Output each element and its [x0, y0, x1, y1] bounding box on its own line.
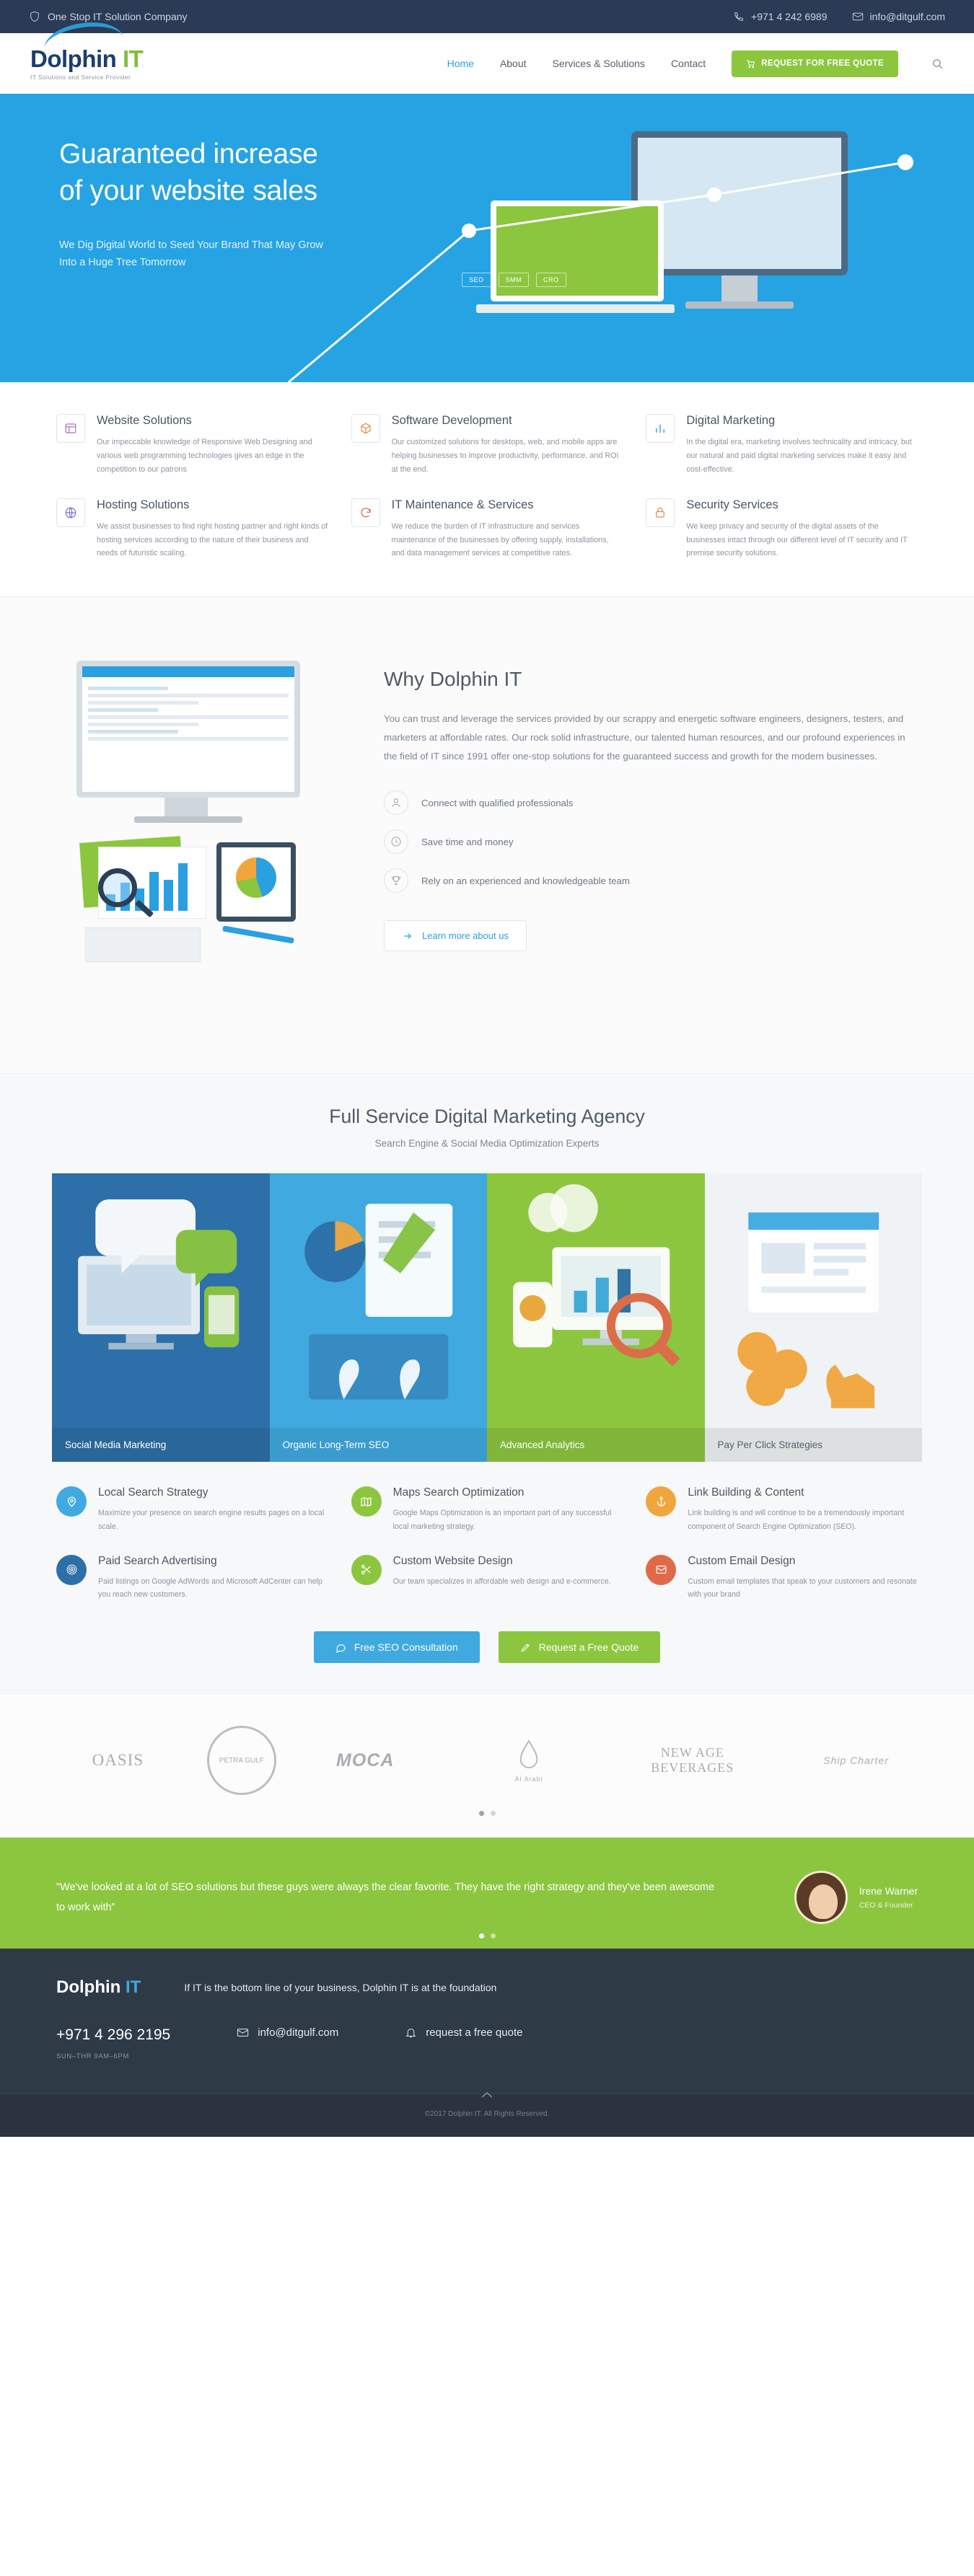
client-logo-label: Ship Charter	[823, 1755, 889, 1767]
feature-title: Custom Email Design	[688, 1554, 796, 1567]
service-text: We assist businesses to find right hosting partner and right kinds of hosting services according to the nature of their business and needs of futuristic scaling.	[97, 521, 328, 558]
feature-item[interactable]	[56, 1555, 328, 1601]
why-point	[384, 790, 918, 815]
service-card-ppc[interactable]	[705, 1173, 923, 1462]
service-card[interactable]	[56, 414, 328, 477]
client-logo-row	[43, 1726, 931, 1795]
service-card[interactable]	[646, 414, 918, 477]
chat-icon	[335, 1642, 346, 1653]
why-title: Why Dolphin IT	[384, 668, 522, 691]
top-bar-tagline	[29, 11, 188, 22]
carousel-dot[interactable]	[491, 1933, 496, 1938]
user-icon	[384, 790, 408, 815]
testimonial-carousel-dots	[0, 1933, 974, 1938]
feature-item[interactable]	[646, 1486, 918, 1532]
footer-quote-text: request a free quote	[426, 2026, 523, 2039]
service-text: In the digital era, marketing involves technicality and intricacy, but our natural and paid digital marketing services make it easy and cost-effective.	[686, 438, 912, 474]
hero-tag-seo: SEO	[462, 273, 491, 287]
service-title: Digital Marketing	[686, 414, 776, 427]
service-card-analytics[interactable]	[487, 1173, 705, 1462]
feature-item[interactable]	[56, 1486, 328, 1532]
clients-carousel-dots	[43, 1811, 931, 1816]
feature-text: Google Maps Optimization is an important part of any successful local marketing strategy.	[392, 1509, 612, 1531]
carousel-dot[interactable]	[491, 1811, 496, 1816]
footer-quote-link[interactable]	[405, 2026, 522, 2039]
client-logo-label: MOCA	[336, 1750, 395, 1770]
feature-text: Custom email templates that speak to your customers and resonate with your brand	[688, 1576, 917, 1599]
organic-seo-illustration	[270, 1173, 487, 1456]
testimonial-author-role: CEO & Founder	[859, 1901, 913, 1910]
hero-banner	[0, 94, 974, 382]
service-card[interactable]	[351, 498, 623, 561]
full-service-subtitle: Search Engine & Social Media Optimization Experts	[374, 1138, 600, 1150]
footer-bottom	[0, 2094, 974, 2137]
service-text: Our customized solutions for desktops, web, and mobile apps are helping businesses to improve productivity, performance, and ROI at the end.	[391, 438, 619, 474]
lock-icon	[646, 498, 675, 527]
why-point	[384, 829, 918, 854]
free-seo-consultation-button[interactable]	[314, 1631, 480, 1663]
service-card[interactable]	[56, 498, 328, 561]
why-paragraph: You can trust and leverage the services provided by our scrappy and energetic software engineers, designers, testers, and marketers at affordable rates. Our rock solid infrastructure, our talented human resources, and our profound experiences in the field of IT since 1991 offer one-stop solutions for the guaranteed success and growth for the modern businesses.	[384, 713, 905, 762]
feature-text: Maximize your presence on search engine results pages on a local scale.	[98, 1509, 325, 1531]
site-footer	[0, 1949, 974, 2137]
refresh-icon	[351, 498, 380, 527]
mail-icon	[852, 11, 864, 22]
tablet-icon	[216, 842, 296, 922]
top-bar-phone-text: +971 4 242 6989	[751, 11, 828, 22]
nav-item-contact[interactable]: Contact	[670, 58, 706, 69]
full-service-cards	[52, 1173, 922, 1462]
logo-accent-text: IT	[122, 45, 144, 72]
service-title: Software Development	[391, 414, 512, 427]
client-logo-label: Al Arabi	[514, 1776, 543, 1783]
top-bar-email-text: info@ditgulf.com	[869, 11, 945, 22]
full-service-section	[0, 1074, 974, 1693]
service-card-organic-seo[interactable]	[270, 1173, 488, 1462]
service-card-label: Social Media Marketing	[52, 1428, 270, 1462]
footer-logo-accent: IT	[125, 1977, 141, 1998]
pen-icon	[222, 926, 294, 944]
nav-item-services[interactable]: Services & Solutions	[552, 58, 645, 69]
why-section	[0, 596, 974, 1074]
bell-icon	[405, 2026, 417, 2039]
why-points	[384, 790, 918, 893]
client-logo-label: NEW AGE BEVERAGES	[651, 1745, 734, 1776]
logo[interactable]	[30, 47, 143, 81]
learn-more-label: Learn more about us	[422, 930, 509, 942]
service-card-label: Organic Long-Term SEO	[270, 1428, 488, 1462]
why-point	[384, 868, 918, 893]
service-title: IT Maintenance & Services	[391, 498, 534, 511]
testimonial-author-block	[794, 1871, 918, 1924]
arrow-right-icon	[402, 931, 413, 941]
phone-icon	[733, 11, 745, 22]
pencil-icon	[520, 1642, 531, 1653]
service-card-label: Advanced Analytics	[487, 1428, 705, 1462]
footer-email-text: info@ditgulf.com	[258, 2026, 339, 2039]
search-icon[interactable]	[931, 58, 944, 70]
mail-icon	[237, 2026, 249, 2039]
globe-icon	[56, 498, 85, 527]
pie-chart-icon	[236, 857, 276, 898]
why-point-text: Connect with qualified professionals	[421, 797, 574, 808]
service-card-label: Pay Per Click Strategies	[705, 1428, 923, 1462]
site-header	[0, 33, 974, 94]
scissors-icon	[351, 1555, 382, 1585]
footer-phone-block	[56, 2026, 170, 2060]
service-text: Our impeccable knowledge of Responsive Web Designing and various web programming technologies gives an edge in the competition to our patrons	[97, 438, 312, 474]
feature-title: Local Search Strategy	[98, 1486, 209, 1499]
why-point-text: Save time and money	[421, 836, 514, 847]
client-logo[interactable]	[207, 1726, 276, 1795]
shield-icon	[29, 11, 40, 22]
feature-title: Paid Search Advertising	[98, 1554, 217, 1567]
fingerprint-icon	[56, 1555, 87, 1585]
testimonial-author-name: Irene Warner	[859, 1885, 918, 1897]
why-point-text: Rely on an experienced and knowledgeable team	[421, 875, 630, 886]
hero-subtitle-line1: We Dig Digital World to Seed Your Brand That May Grow	[59, 239, 323, 251]
service-text: We keep privacy and security of the digital assets of the businesses intact through our different level of IT security and IT premise security solutions.	[686, 521, 908, 558]
logo-tagline: IT Solutions and Service Provider	[30, 73, 131, 81]
client-logo[interactable]	[43, 1726, 193, 1795]
request-free-quote-label: Request a Free Quote	[538, 1641, 639, 1654]
service-text: We reduce the burden of IT infrastructure and services maintenance of the businesses by offering supply, installations, and data management services at competitive rates.	[391, 521, 609, 558]
carousel-dot[interactable]	[479, 1811, 484, 1816]
feature-text: Paid listings on Google AdWords and Microsoft AdCenter can help you reach new customers.	[98, 1576, 323, 1599]
feature-item[interactable]	[351, 1486, 623, 1532]
carousel-dot[interactable]	[479, 1933, 484, 1938]
services-grid	[0, 382, 974, 596]
box-icon	[351, 414, 380, 443]
service-title: Website Solutions	[97, 414, 192, 427]
request-quote-button[interactable]	[732, 50, 898, 77]
client-logo[interactable]	[781, 1726, 931, 1795]
water-drop-icon	[517, 1738, 541, 1773]
clients-section	[0, 1693, 974, 1838]
hero-tag-cro: CRO	[536, 273, 566, 287]
learn-more-button[interactable]	[384, 920, 527, 951]
top-bar-email[interactable]	[852, 11, 945, 22]
testimonial-quote: "We've looked at a lot of SEO solutions but these guys were always the clear favorite. They have the right strategy and they've been awesome to work with"	[56, 1881, 715, 1914]
bar-chart-icon	[646, 414, 675, 443]
footer-hours: SUN–THR 9AM–6PM	[56, 2052, 129, 2061]
request-quote-label: REQUEST FOR FREE QUOTE	[761, 59, 884, 68]
client-logo[interactable]	[618, 1726, 767, 1795]
client-logo[interactable]	[455, 1726, 604, 1795]
service-card-social-media[interactable]	[52, 1173, 270, 1462]
trophy-icon	[384, 868, 408, 893]
footer-copyright: ©2017 Dolphin IT. All Rights Reserved.	[424, 2110, 550, 2119]
feature-text: Our team specializes in affordable web design and e-commerce.	[392, 1576, 611, 1586]
free-seo-consultation-label: Free SEO Consultation	[354, 1641, 458, 1654]
footer-tagline: If IT is the bottom line of your business, Dolphin IT is at the foundation	[184, 1982, 497, 1994]
social-media-illustration	[52, 1173, 269, 1456]
envelope-icon	[646, 1555, 676, 1585]
client-logo-label: OASIS	[92, 1751, 144, 1770]
logo-main-text: Dolphin	[30, 45, 117, 72]
request-free-quote-button[interactable]	[499, 1631, 661, 1663]
service-title: Security Services	[686, 498, 778, 511]
full-service-features	[52, 1486, 922, 1601]
analytics-illustration	[487, 1173, 704, 1456]
footer-logo-main: Dolphin	[56, 1977, 121, 1998]
browser-window-icon	[56, 414, 85, 443]
cta-buttons	[52, 1631, 922, 1663]
hero-tag-list	[462, 273, 566, 287]
feature-item[interactable]	[351, 1555, 623, 1601]
hero-title-line1: Guaranteed increase	[59, 138, 318, 169]
hero-tag-smm: SMM	[499, 273, 530, 287]
testimonial-section	[0, 1838, 974, 1949]
client-logo-label: PETRA GULF	[219, 1756, 264, 1765]
keyboard-icon	[85, 927, 201, 962]
top-bar	[0, 0, 974, 33]
why-illustration	[56, 630, 359, 1034]
nav-item-about[interactable]: About	[499, 58, 527, 69]
hero-subtitle-line2: Into a Huge Tree Tomorrow	[59, 256, 186, 268]
footer-phone[interactable]: +971 4 296 2195	[56, 2026, 171, 2044]
chevron-up-icon[interactable]	[476, 2084, 498, 2106]
ppc-illustration	[705, 1173, 922, 1456]
clock-icon	[384, 829, 408, 854]
hero-title-line2: of your website sales	[59, 175, 317, 207]
top-bar-phone[interactable]	[733, 11, 828, 22]
location-pin-icon	[56, 1486, 87, 1517]
cart-icon	[746, 59, 755, 69]
feature-title: Maps Search Optimization	[392, 1486, 525, 1499]
full-service-title: Full Service Digital Marketing Agency	[329, 1106, 645, 1128]
footer-logo[interactable]	[56, 1977, 141, 1998]
feature-item[interactable]	[646, 1555, 918, 1601]
client-logo[interactable]	[291, 1726, 440, 1795]
feature-title: Custom Website Design	[392, 1554, 513, 1567]
service-card[interactable]	[646, 498, 918, 561]
top-bar-tagline-text: One Stop IT Solution Company	[48, 11, 188, 22]
avatar	[794, 1871, 848, 1924]
desktop-monitor-icon	[76, 661, 300, 798]
feature-title: Link Building & Content	[688, 1486, 804, 1499]
footer-email[interactable]	[237, 2026, 338, 2039]
anchor-icon	[646, 1486, 676, 1517]
feature-text: Link building is and will continue to be a tremendously important component of Search Engine Optimization (SEO).	[688, 1509, 905, 1531]
nav-item-home[interactable]: Home	[447, 58, 474, 69]
magnifier-icon	[98, 868, 137, 907]
service-card[interactable]	[351, 414, 623, 477]
service-title: Hosting Solutions	[97, 498, 190, 511]
main-nav	[447, 50, 944, 77]
map-icon	[351, 1486, 382, 1517]
